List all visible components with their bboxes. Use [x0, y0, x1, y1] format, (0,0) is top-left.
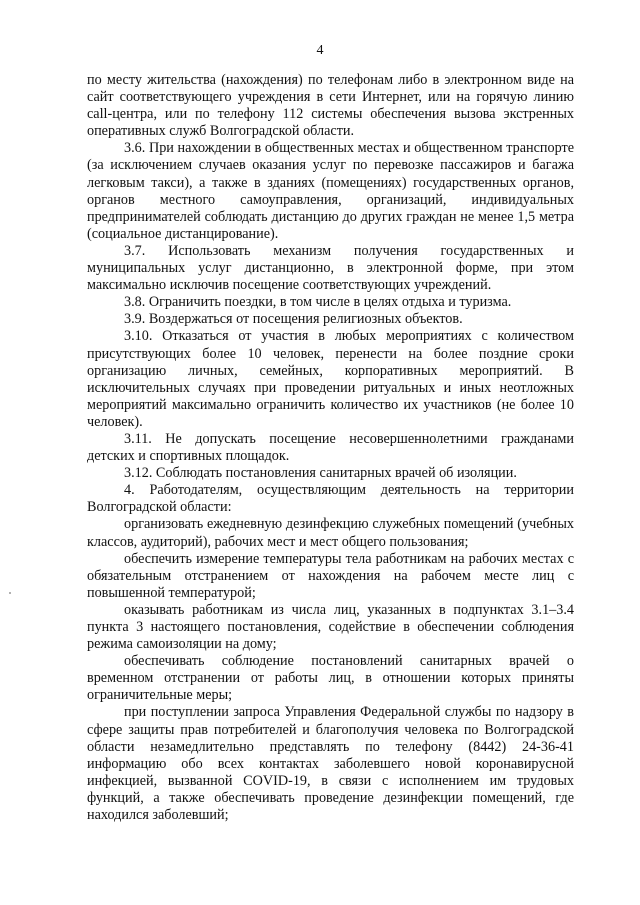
paragraph-3-7: 3.7. Использовать механизм получения государственных и муниципальных услуг дистанционно, в электронной форме, при этом максимально исключив посещение соответствующих учреждений. — [87, 242, 574, 294]
document-body — [87, 72, 574, 824]
paragraph-4: 4. Работодателям, осуществляющим деятельность на территории Волгоградской области: — [87, 482, 574, 516]
scan-speck — [9, 592, 11, 594]
paragraph-3-6: 3.6. При нахождении в общественных местах и общественном транспорте (за исключением случаев оказания услуг по перевозке пассажиров и багажа легковым такси), а также в зданиях (помещениях) государственных органов, органов местного самоуправления, организаций, индивидуальных предпринимателей соблюдать дистанцию до других граждан не менее 1,5 метра (социальное дистанцирование). — [87, 140, 574, 242]
list-item: обеспечивать соблюдение постановлений санитарных врачей о временном отстранении от работы лиц, в отношении которых приняты ограничительные меры; — [87, 653, 574, 704]
paragraph-3-10: 3.10. Отказаться от участия в любых мероприятиях с количеством присутствующих более 10 человек, перенести на более поздние сроки организацию личных, семейных, корпоративных мероприятий. В исключительных случаях при проведении ритуальных и иных неотложных мероприятий максимально ограничить количество их участников (не более 10 человек). — [87, 328, 574, 430]
paragraph-3-8: 3.8. Ограничить поездки, в том числе в целях отдыха и туризма. — [124, 294, 512, 311]
list-item: при поступлении запроса Управления Федеральной службы по надзору в сфере защиты прав потребителей и благополучия человека по Волгоградской области незамедлительно представлять по телефону (8442) 24-36-41 информацию обо всех контактах заболевшего новой коронавирусной инфекцией, вызванной COVID-19, в связи с исполнением им трудовых функций, а также обеспечивать проведение дезинфекции помещений, где находился заболевший; — [87, 704, 574, 824]
paragraph-continuation: по месту жительства (нахождения) по телефонам либо в электронном виде на сайт соответствующего учреждения в сети Интернет, или на горячую линию call-центра, или по телефону 112 системы обеспечения вызова экстренных оперативных служб Волгоградской области. — [87, 72, 574, 140]
paragraph-3-12: 3.12. Соблюдать постановления санитарных врачей об изоляции. — [124, 465, 517, 482]
list-item: обеспечить измерение температуры тела работникам на рабочих местах с обязательным отстранением от нахождения на рабочем месте лиц с повышенной температурой; — [87, 550, 574, 601]
paragraph-3-9: 3.9. Воздержаться от посещения религиозных объектов. — [124, 311, 463, 328]
page-number: 4 — [316, 43, 324, 58]
list-item: оказывать работникам из числа лиц, указанных в подпунктах 3.1–3.4 пункта 3 настоящего постановления, содействие в обеспечении соблюдения режима самоизоляции на дому; — [87, 601, 574, 653]
list-item: организовать ежедневную дезинфекцию служебных помещений (учебных классов, аудиторий), рабочих мест и мест общего пользования; — [87, 516, 574, 550]
paragraph-3-11: 3.11. Не допускать посещение несовершеннолетними гражданами детских и спортивных площадок. — [87, 430, 574, 465]
